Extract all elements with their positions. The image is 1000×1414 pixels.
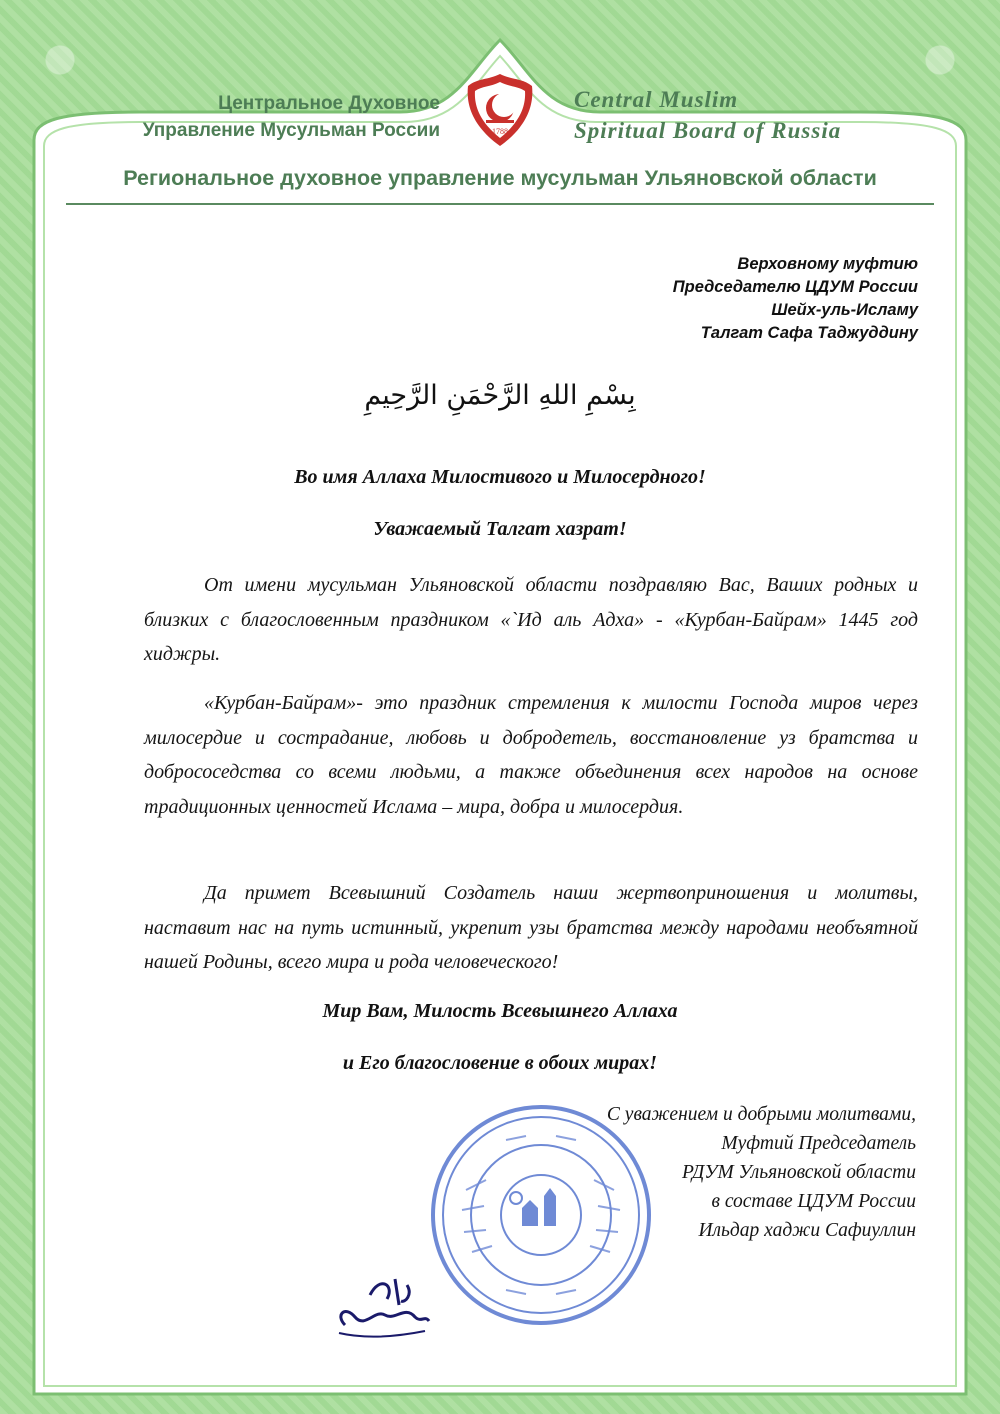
addressee-line4: Талгат Сафа Таджуддину: [700, 324, 918, 342]
basmala: بِسْمِ اللهِ الرَّحْمَنِ الرَّحِيمِ: [364, 380, 636, 411]
addressee-line3: Шейх-уль-Исламу: [771, 301, 918, 319]
header-divider: [66, 203, 934, 205]
signature-line1: С уважением и добрыми молитвами,: [606, 1104, 916, 1125]
salutation: Уважаемый Талгат хазрат!: [373, 518, 627, 540]
invocation: Во имя Аллаха Милостивого и Милосердного!: [294, 466, 706, 488]
header-org-russian: [120, 90, 440, 144]
signature-line5: Ильдар хаджи Сафиуллин: [698, 1220, 916, 1241]
signature-block: [500, 1100, 916, 1245]
signature-line2: Муфтий Председатель: [721, 1133, 916, 1154]
signature-line4: в составе ЦДУМ России: [711, 1191, 916, 1212]
signature-line3: РДУМ Ульяновской области: [681, 1162, 916, 1183]
header-org-english: [574, 84, 894, 146]
addressee-line2: Председателю ЦДУМ России: [672, 278, 918, 296]
regional-board-title: Региональное духовное управление мусульман Ульяновской области: [123, 166, 877, 190]
handwritten-signature: [325, 1265, 435, 1345]
addressee-line1: Верховному муфтию: [737, 255, 918, 273]
header-org-english-line1: Central Muslim: [574, 87, 739, 112]
body-paragraph-3: Да примет Всевышний Создатель наши жертвоприношения и молитвы, наставит нас на путь истинный, укрепит узы братства между народами необъятной нашей Родины, всего мира и рода человеческого!: [144, 882, 918, 973]
addressee-block: [520, 253, 918, 345]
closing-line-2: и Его благословение в обоих мирах!: [342, 1052, 658, 1074]
body-paragraph-1: От имени мусульман Ульяновской области поздравляю Вас, Ваших родных и близких с благословенным праздником «`Ид аль Адха» - «Курбан-Байрам» 1445 год хиджры.: [144, 574, 918, 665]
header-org-english-line2: Spiritual Board of Russia: [574, 118, 842, 143]
closing-line-1: Мир Вам, Милость Всевышнего Аллаха: [322, 1000, 678, 1022]
header-org-russian-line2: Управление Мусульман России: [142, 120, 440, 141]
crescent-emblem-icon: [462, 70, 538, 150]
emblem-year: 1788: [492, 127, 508, 136]
body-paragraph-2: «Курбан-Байрам»- это праздник стремления к милости Господа миров через милосердие и сострадание, любовь и добродетель, восстановление уз братства и добрососедства со всеми людьми, а также объединения всех народов на основе традиционных ценностей Ислама – мира, добра и милосердия.: [144, 692, 918, 818]
header-org-russian-line1: Центральное Духовное: [218, 93, 440, 114]
